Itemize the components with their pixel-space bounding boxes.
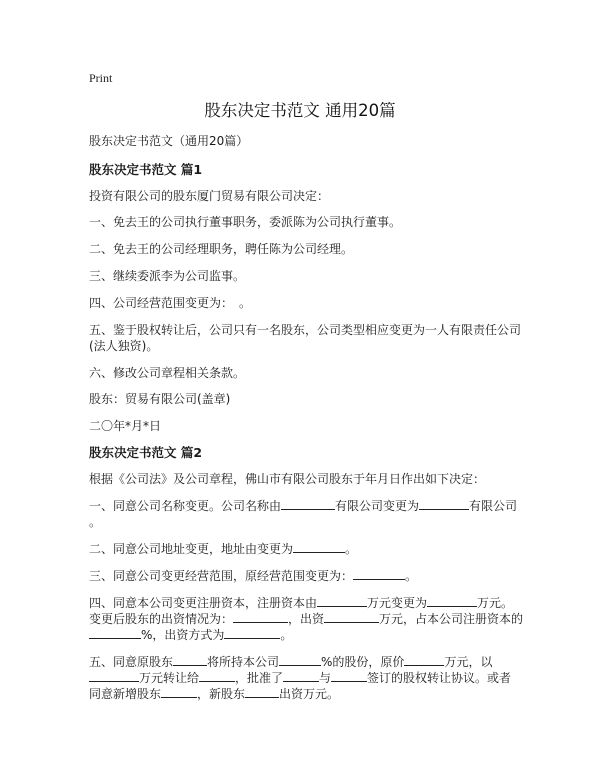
print-link[interactable]: Print bbox=[89, 71, 113, 85]
section2-item-5-line1: 五、同意原股东 将所持本公司 %的股份，原价 万元，以 bbox=[89, 655, 493, 669]
section2-item-4-line3: %，出资方式为 。 bbox=[89, 627, 292, 643]
section1-date: 二〇年*月*日 bbox=[89, 419, 162, 433]
section1-item-3: 三、继续委派李为公司监事。 bbox=[89, 269, 246, 283]
section2-item-1-line2: 。 bbox=[89, 515, 102, 529]
section1-intro: 投资有限公司的股东厦门贸易有限公司决定： bbox=[89, 189, 330, 203]
section2-item-2: 二、同意公司地址变更，地址由变更为 。 bbox=[89, 542, 358, 556]
section1-item-1: 一、免去王的公司执行董事职务，委派陈为公司执行董事。 bbox=[89, 215, 402, 229]
section1-heading: 股东决定书范文 篇1 bbox=[89, 162, 203, 177]
document-subtitle: 股东决定书范文（通用20篇） bbox=[89, 134, 249, 148]
section2-item-3: 三、同意公司变更经营范围，原经营范围变更为： 。 bbox=[89, 569, 418, 583]
section1-item-4: 四、公司经营范围变更为： 。 bbox=[89, 296, 252, 310]
page-title: 股东决定书范文 通用20篇 bbox=[204, 101, 396, 120]
section2-item-4-line2: 变更后股东的出资情况为： ，出资 万元，占本公司注册资本的 bbox=[89, 612, 524, 626]
section1-item-2: 二、免去王的公司经理职务，聘任陈为公司经理。 bbox=[89, 242, 354, 256]
section1-item-5-line1: 五、鉴于股权转让后，公司只有一名股东，公司类型相应变更为一人有限责任公司 bbox=[89, 323, 522, 337]
section1-shareholder: 股东：贸易有限公司(盖章) bbox=[89, 392, 231, 406]
section2-heading: 股东决定书范文 篇2 bbox=[89, 445, 203, 460]
section2-item-5-line2: 万元转让给 ，批准了 与 签订的股权转让协议。或者 bbox=[89, 670, 511, 686]
section2-item-4-line1: 四、同意本公司变更注册资本，注册资本由 万元变更为 万元。 bbox=[89, 596, 514, 610]
section2-item-5-line3: 同意新增股东 ，新股东 出资万元。 bbox=[89, 687, 340, 701]
section1-item-6: 六、修改公司章程相关条款。 bbox=[89, 366, 246, 380]
section2-item-1-line1: 一、同意公司名称变更。公司名称由 有限公司变更为 有限公司 bbox=[89, 499, 518, 513]
section1-item-5-line2: (法人独资)。 bbox=[89, 339, 159, 353]
section2-intro: 根据《公司法》及公司章程，佛山市有限公司股东于年月日作出如下决定： bbox=[89, 472, 486, 486]
